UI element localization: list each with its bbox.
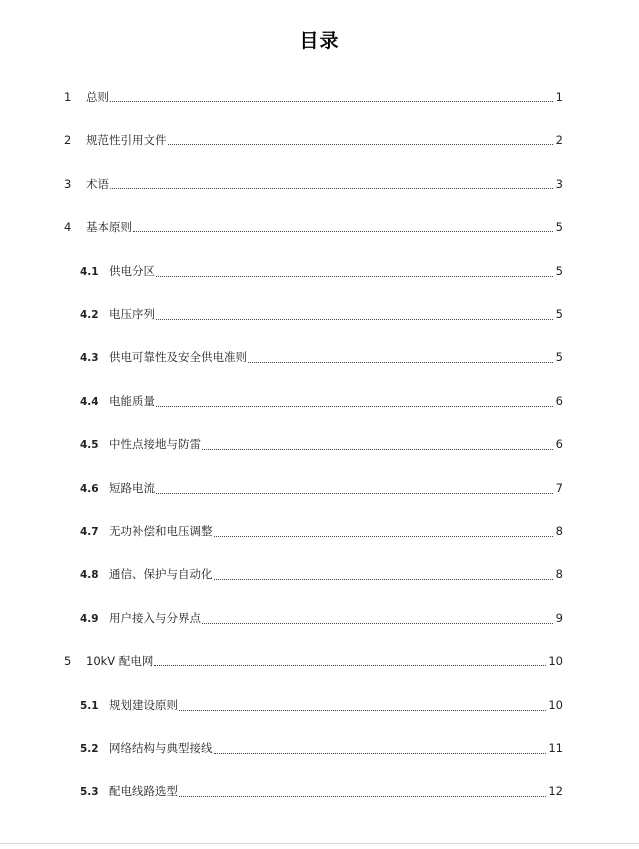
page-title: 目录 bbox=[299, 30, 340, 52]
toc-label: 术语 bbox=[86, 177, 109, 191]
toc-label: 规范性引用文件 bbox=[86, 133, 167, 147]
toc-number: 4.4 bbox=[80, 396, 99, 408]
toc-page-number: 6 bbox=[555, 394, 563, 408]
toc-page-number: 5 bbox=[555, 350, 563, 364]
toc-label: 10kV 配电网 bbox=[86, 654, 154, 668]
toc-entry-1[interactable] bbox=[64, 89, 563, 105]
toc-entry-5-3[interactable] bbox=[80, 783, 563, 800]
toc-number: 4 bbox=[64, 220, 72, 234]
toc-entry-4-1[interactable] bbox=[80, 263, 563, 280]
dot-leader bbox=[156, 492, 553, 494]
dot-leader bbox=[214, 578, 554, 580]
dot-leader bbox=[156, 275, 553, 277]
toc-page-number: 5 bbox=[555, 264, 563, 278]
toc-entry-5-2[interactable] bbox=[80, 740, 563, 757]
toc-entry-4[interactable] bbox=[64, 219, 563, 235]
toc-number: 4.6 bbox=[80, 483, 99, 495]
toc-entry-4-6[interactable] bbox=[80, 480, 563, 497]
dot-leader bbox=[133, 230, 553, 232]
toc-number: 1 bbox=[64, 90, 72, 104]
toc-entry-4-4[interactable] bbox=[80, 393, 563, 410]
toc-page-number: 1 bbox=[555, 90, 563, 104]
toc-label: 通信、保护与自动化 bbox=[109, 567, 213, 581]
toc-page-number: 6 bbox=[555, 437, 563, 451]
toc-entry-5[interactable] bbox=[64, 653, 563, 669]
toc-page-number: 9 bbox=[555, 611, 563, 625]
toc-number: 4.9 bbox=[80, 613, 99, 625]
toc-entry-4-7[interactable] bbox=[80, 523, 563, 540]
toc-number: 4.1 bbox=[80, 266, 99, 278]
toc-page-number: 8 bbox=[555, 567, 563, 581]
toc-label: 用户接入与分界点 bbox=[109, 611, 201, 625]
toc-page-number: 11 bbox=[548, 741, 563, 755]
toc-label: 电压序列 bbox=[109, 307, 155, 321]
toc-label: 无功补偿和电压调整 bbox=[109, 524, 213, 538]
dot-leader bbox=[154, 664, 546, 666]
toc-page-number: 2 bbox=[555, 133, 563, 147]
toc-page-number: 5 bbox=[555, 220, 563, 234]
toc-number: 4.8 bbox=[80, 569, 99, 581]
toc-page-number: 12 bbox=[548, 784, 563, 798]
toc-number: 5.2 bbox=[80, 743, 99, 755]
dot-leader bbox=[214, 752, 547, 754]
toc-entry-5-1[interactable] bbox=[80, 697, 563, 714]
toc-page-number: 3 bbox=[555, 177, 563, 191]
dot-leader bbox=[110, 187, 553, 189]
dot-leader bbox=[110, 100, 553, 102]
toc-entry-4-8[interactable] bbox=[80, 566, 563, 583]
toc-entry-4-5[interactable] bbox=[80, 436, 563, 453]
toc-entry-4-9[interactable] bbox=[80, 610, 563, 627]
toc-number: 5 bbox=[64, 654, 72, 668]
toc-number: 3 bbox=[64, 177, 72, 191]
toc-label: 供电分区 bbox=[109, 264, 155, 278]
toc-page-number: 10 bbox=[548, 654, 563, 668]
toc-label: 基本原则 bbox=[86, 220, 132, 234]
toc-entry-2[interactable] bbox=[64, 132, 563, 148]
dot-leader bbox=[156, 318, 553, 320]
toc-number: 4.7 bbox=[80, 526, 99, 538]
toc-label: 电能质量 bbox=[109, 394, 155, 408]
toc-number: 5.3 bbox=[80, 786, 99, 798]
dot-leader bbox=[202, 622, 553, 624]
toc-entry-4-2[interactable] bbox=[80, 306, 563, 323]
toc-label: 供电可靠性及安全供电准则 bbox=[109, 350, 247, 364]
toc-page-number: 8 bbox=[555, 524, 563, 538]
dot-leader bbox=[214, 535, 554, 537]
toc-label: 中性点接地与防雷 bbox=[109, 437, 201, 451]
toc-page-number: 10 bbox=[548, 698, 563, 712]
dot-leader bbox=[156, 405, 553, 407]
toc-number: 2 bbox=[64, 133, 72, 147]
dot-leader bbox=[179, 795, 546, 797]
page-bottom-divider bbox=[0, 843, 639, 844]
toc-entry-4-3[interactable] bbox=[80, 349, 563, 366]
dot-leader bbox=[179, 709, 546, 711]
toc-entry-3[interactable] bbox=[64, 176, 563, 192]
toc-label: 网络结构与典型接线 bbox=[109, 741, 213, 755]
toc-number: 4.3 bbox=[80, 352, 99, 364]
toc-label: 总则 bbox=[86, 90, 109, 104]
toc-label: 配电线路选型 bbox=[109, 784, 178, 798]
toc-page-number: 5 bbox=[555, 307, 563, 321]
toc-number: 4.5 bbox=[80, 439, 99, 451]
toc-label: 规划建设原则 bbox=[109, 698, 178, 712]
toc-number: 4.2 bbox=[80, 309, 99, 321]
dot-leader bbox=[168, 143, 554, 145]
dot-leader bbox=[248, 361, 553, 363]
toc-page-number: 7 bbox=[555, 481, 563, 495]
toc-label: 短路电流 bbox=[109, 481, 155, 495]
dot-leader bbox=[202, 448, 553, 450]
toc-number: 5.1 bbox=[80, 700, 99, 712]
